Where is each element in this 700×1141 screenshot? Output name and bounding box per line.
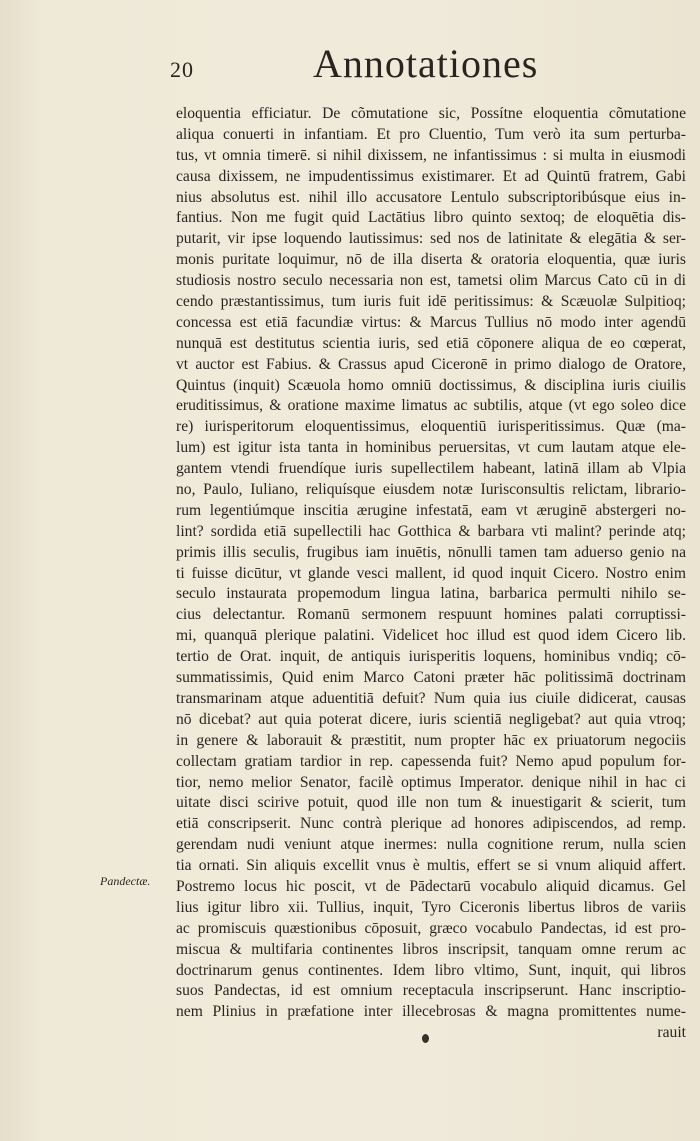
running-head: Annotationes <box>313 41 539 86</box>
text-line: cendo præstantissimus, tum iuris fuit idē peritissimus: & Scæuolæ Sulpitioq; <box>176 293 686 311</box>
page-number: 20 <box>170 57 194 82</box>
text-line: transmarinam atque aduentitiā defuit? Num quia ius ciuile didicerat, causas <box>176 689 686 707</box>
text-line: vt auctor est Fabius. & Crassus apud Ciceronē in primo dialogo de Oratore, <box>176 355 686 373</box>
text-line: miscua & multifaria continentes libros inscripsit, tanquam omne rerum ac <box>176 940 686 958</box>
text-line: ac promiscuis quæstionibus cōposuit, græco vocabulo Pandectas, id est pro- <box>176 919 686 937</box>
text-line: re) iurisperitorum eloquentissimus, eloquentiū iurisperitissimus. Quæ (ma- <box>176 418 686 436</box>
text-line: tia ornati. Sin aliquis excellit vnus è multis, effert se si vnum aliquid affert. <box>176 857 686 875</box>
text-line: nius absolutus est. nihil illo accusatore Lentulo subscriptoribúsque eius in- <box>176 188 686 206</box>
text-line: cius delectantur. Romanū sermonem respuunt homines palati corruptissi- <box>176 606 686 624</box>
text-line: collectam gratiam tardior in rep. capessenda fuit? Nemo apud populum for- <box>176 752 686 770</box>
text-line: tior, nemo melior Senator, facilè optimus Imperator. denique nihil in hac ci <box>176 773 686 791</box>
text-line: etiā conscripserit. Nunc contrà plerique ad honores adipiscendos, ad remp. <box>176 815 686 833</box>
text-line: aliqua conuerti in infantiam. Et pro Cluentio, Tum verò ita sum perturba- <box>176 125 686 143</box>
text-line: mi, quanquā plerique palatini. Videlicet hoc illud est quod idem Cicero lib. <box>176 627 686 645</box>
text-line: lint? sordida etiā supellectili hac Gotthica & barbara vti malint? perinde atq; <box>176 522 686 540</box>
text-line: lum) est igitur ista tanta in hominibus peruersitas, vt cum lautam atque ele- <box>176 439 686 457</box>
text-line: Postremo locus hic poscit, vt de Pādectarū vocabulo aliquid dicamus. Gel <box>176 877 686 895</box>
text-line: nem Plinius in præfatione inter illecebrosas & magna promittentes nume- <box>176 1003 686 1021</box>
text-line: summatissimis, Quid enim Marco Catoni præter hāc politissimā doctrinam <box>176 669 686 687</box>
text-line: uitate disci scirive potuit, quod ille non tum & inuestigarit & scierit, tum <box>176 794 686 812</box>
text-line: ti fuisse dicūtur, vt glande vesci mallent, id quod inquit Cicero. Nostro enim <box>176 564 686 582</box>
text-line: tus, vt omnia timerē. si nihil dixissem, ne infantissimus : si multa in eiusmodi <box>176 146 686 164</box>
text-line: fantius. Non me fugit quid Lactātius libro quinto sextoq; de eloquētia dis- <box>176 209 686 227</box>
text-line: gerendam nudi veniunt atque inermes: nulla cognitione rerum, nulla scien <box>176 836 686 854</box>
catchword: rauit <box>657 1024 686 1042</box>
text-line: suos Pandectas, id est omnium receptacula inscripserunt. Hanc inscriptio- <box>176 982 686 1000</box>
text-line: putarit, vir ipse loquendo lautissimus: sed nos de latinitate & elegātia & ser- <box>176 230 686 248</box>
text-line: studiosis nostro seculo necessaria non est, tametsi olim Marcus Cato cū in di <box>176 272 686 290</box>
text-line: doctrinarum genus continentes. Idem libro vltimo, Sunt, inquit, qui libros <box>176 961 686 979</box>
text-line: gantem vtendi fruendíque iuris supellectilem habeant, latinā illam ab Vlpia <box>176 460 686 478</box>
text-line: causa dixissem, ne impudentissimus existimarer. Et ad Quintū fratrem, Gabi <box>176 167 686 185</box>
text-line: primis illis seculis, frugibus iam inuētis, nōnulli tamen tam aduerso genio na <box>176 543 686 561</box>
text-line: no, Paulo, Iuliano, reliquísque eiusdem notæ Iurisconsultis relictam, librario- <box>176 481 686 499</box>
text-line: lius igitur libro xii. Tullius, inquit, Tyro Ciceronis libertus libros de variis <box>176 898 686 916</box>
text-line: nō dicebat? aut quia poterat dicere, iuris scientiā negligebat? aut quia vtroq; <box>176 710 686 728</box>
text-line: nunquā est destitutus scientia iuris, sed etiā cōponere aliqua de eo cœperat, <box>176 334 686 352</box>
text-line: monis puritate loquimur, nō de illa diserta & oratoria eloquentia, quæ iuris <box>176 251 686 269</box>
text-line: eruditissimus, & oratione maxime limatus ac subtilis, atque (vt ego soleo dice <box>176 397 686 415</box>
margin-note: Pandectæ. <box>100 874 151 888</box>
text-line: eloquentia efficiatur. De cõmutatione sic, Possítne eloquentia cõmutatione <box>176 105 686 122</box>
text-line: tertio de Orat. inquit, de antiquis iurisperitis loquens, hominibus vndiq; cō- <box>176 648 686 666</box>
text-line: Quintus (inquit) Scæuola homo omniū doctissimus, & disciplina iuris ciuilis <box>176 376 686 394</box>
ink-spot <box>422 1034 429 1043</box>
text-line: seculo instaurata propemodum lingua latina, barbarica permulti nihilo se- <box>176 585 686 603</box>
text-line: concessa est etiā facundiæ virtus: & Marcus Tullius nō modo inter agendū <box>176 313 686 331</box>
text-line: rum legentiúmque inscitia ærugine infestatā, eam vt æruginē abstergeri no- <box>176 501 686 519</box>
body-text <box>176 104 686 1044</box>
text-line: in genere & laborauit & præstitit, num propter hāc ex priuatorum negociis <box>176 731 686 749</box>
